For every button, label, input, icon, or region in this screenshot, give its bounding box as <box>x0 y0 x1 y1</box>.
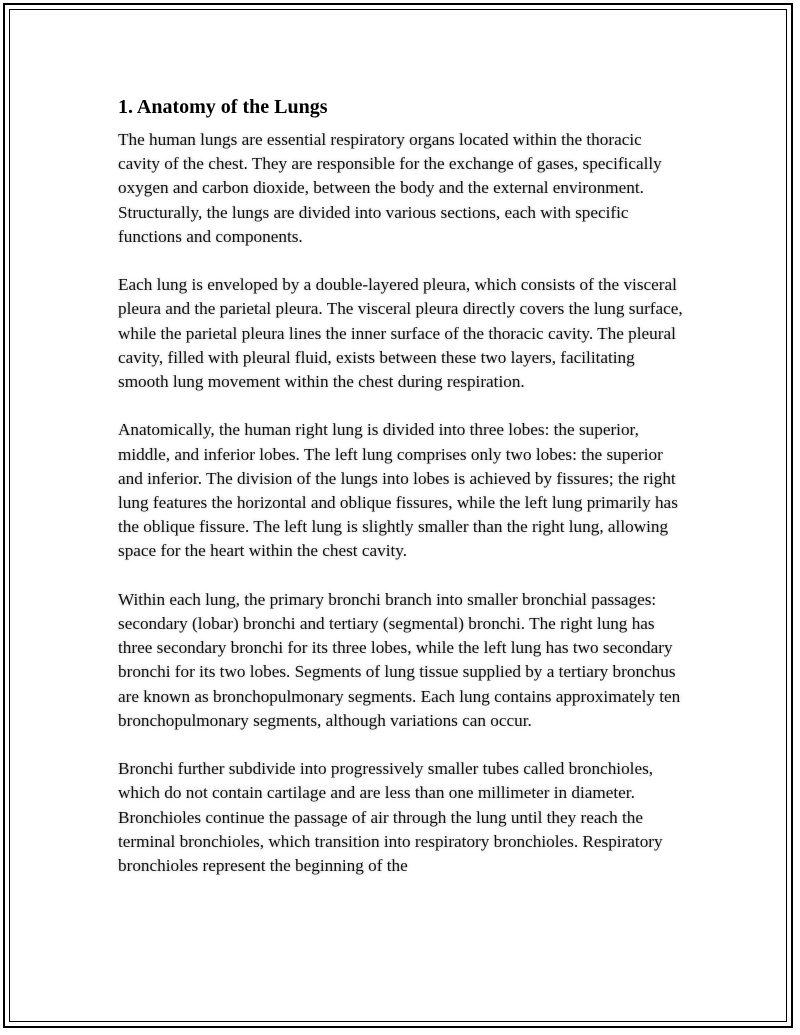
section-heading: 1. Anatomy of the Lungs <box>118 96 328 118</box>
paragraph-pleura: Each lung is enveloped by a double-layered pleura, which consists of the visceral pleura and the parietal pleura. The visceral pleura directly covers the lung surface, while the parietal pleura lines the inner surface of the thoracic cavity. The pleural cavity, filled with pleural fluid, exists between these two layers, facilitating smooth lung movement within the chest during respiration. <box>118 275 683 392</box>
document-body <box>118 93 688 902</box>
paragraph-lobes: Anatomically, the human right lung is divided into three lobes: the superior, middle, and inferior lobes. The left lung comprises only two lobes: the superior and inferior. The division of the lungs into lobes is achieved by fissures; the right lung features the horizontal and oblique fissures, while the left lung primarily has the oblique fissure. The left lung is slightly smaller than the right lung, allowing space for the heart within the chest cavity. <box>118 420 678 561</box>
paragraph-bronchioles: Bronchi further subdivide into progressively smaller tubes called bronchioles, which do not contain cartilage and are less than one millimeter in diameter. Bronchioles continue the passage of air through the lung until they reach the terminal bronchioles, which transition into respiratory bronchioles. Respiratory bronchioles represent the beginning of the <box>118 759 663 876</box>
paragraph-bronchi: Within each lung, the primary bronchi branch into smaller bronchial passages: secondary (lobar) bronchi and tertiary (segmental) bronchi. The right lung has three secondary bronchi for its three lobes, while the left lung has two secondary bronchi for its two lobes. Segments of lung tissue supplied by a tertiary bronchus are known as bronchopulmonary segments. Each lung contains approximately ten bronchopulmonary segments, although variations can occur. <box>118 589 681 730</box>
paragraph-lungs-overview: The human lungs are essential respiratory organs located within the thoracic cavity of the chest. They are responsible for the exchange of gases, specifically oxygen and carbon dioxide, between the body and the external environment. Structurally, the lungs are divided into various sections, each with specific functions and components. <box>118 130 662 246</box>
